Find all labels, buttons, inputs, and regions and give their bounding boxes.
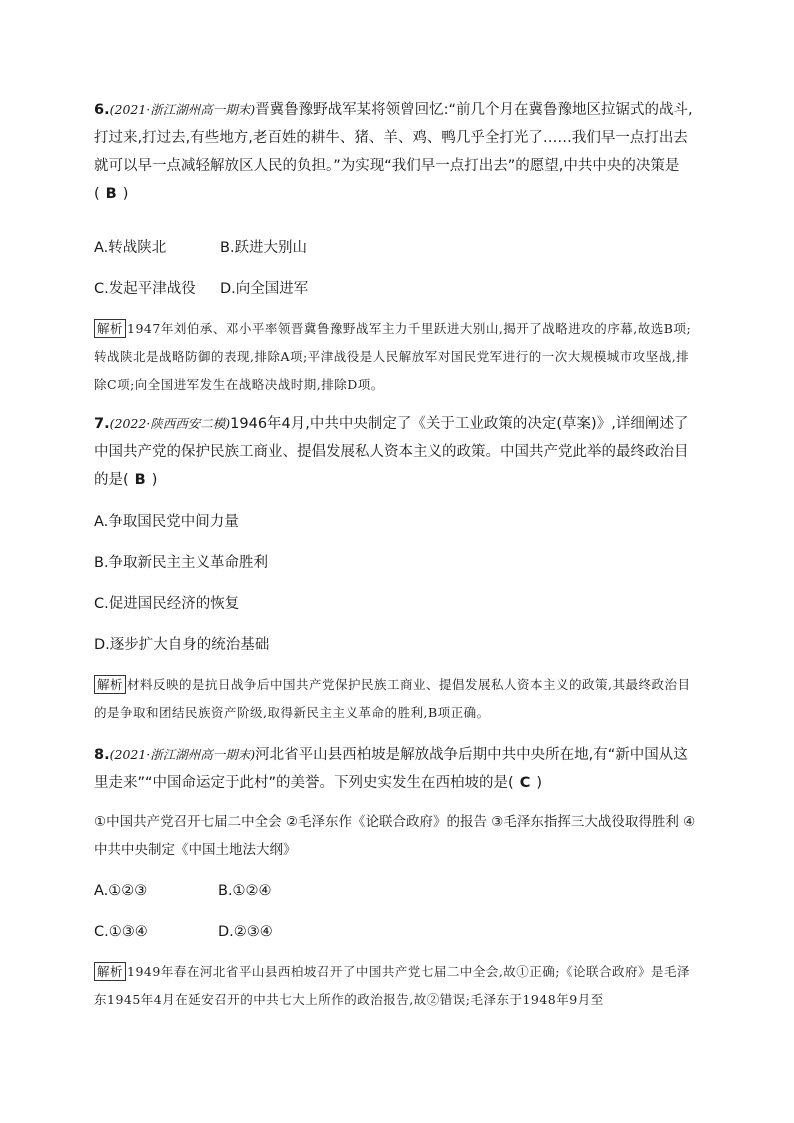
question-source: (2021·浙江湖州高一期末) <box>109 102 256 117</box>
question-7: 7.(2022·陕西西安二模)1946年4月,中共中央制定了《关于工业政策的决定(草案)》,详细阐述了中国共产党的保护民族工商业、提倡发展私人资本主义的政策。中国共产党此举的最终政治目的是( B ) <box>94 416 689 488</box>
question-source: (2021·浙江湖州高一期末) <box>109 747 256 762</box>
option-a: A.①②③ <box>94 883 148 899</box>
option-d: D.向全国进军 <box>220 281 309 297</box>
explanation-tag: 解析 <box>94 319 126 338</box>
option-b: B.争取新民主主义革命胜利 <box>94 555 269 571</box>
answer-letter: B <box>134 472 146 488</box>
option-a: A.转战陕北 <box>94 240 167 256</box>
option-d: D.②③④ <box>218 924 273 940</box>
explanation-6 <box>94 315 698 399</box>
option-a: A.争取国民党中间力量 <box>94 514 239 530</box>
answer-letter: C <box>519 775 531 791</box>
explanation-8 <box>94 958 698 1014</box>
explanation-text: 材料反映的是抗日战争后中国共产党保护民族工商业、提倡发展私人资本主义的政策,其最终政治目的是争取和团结民族资产阶级,取得新民主主义革命的胜利,B项正确。 <box>94 677 691 720</box>
option-c: C.促进国民经济的恢复 <box>94 596 240 612</box>
explanation-text: 1949年春在河北省平山县西柏坡召开了中国共产党七届二中全会,故①正确;《论联合政府》是毛泽东1945年4月在延安召开的中共七大上所作的政治报告,故②错误;毛泽东于1948年9月至 <box>94 964 691 1007</box>
question-text: 1946年4月,中共中央制定了《关于工业政策的决定(草案)》,详细阐述了中国共产党的保护民族工商业、提倡发展私人资本主义的政策。中国共产党此举的最终政治目的是( <box>94 416 689 488</box>
question-8: 8.(2021·浙江湖州高一期末)河北省平山县西柏坡是解放战争后期中共中央所在地,有“新中国从这里走来”“中国命运定于此村”的美誉。下列史实发生在西柏坡的是( C ) <box>94 747 688 791</box>
question-number: 6 <box>94 102 105 118</box>
explanation-tag: 解析 <box>94 962 126 981</box>
option-c: C.发起平津战役 <box>94 281 196 297</box>
option-b: B.①②④ <box>218 883 272 899</box>
question-number: 8 <box>94 747 105 763</box>
question-number: 7 <box>94 416 105 432</box>
question-text: 河北省平山县西柏坡是解放战争后期中共中央所在地,有“新中国从这里走来”“中国命运定于此村”的美誉。下列史实发生在西柏坡的是( <box>94 747 688 791</box>
question-8-items: ①中国共产党召开七届二中全会 ②毛泽东作《论联合政府》的报告 ③毛泽东指挥三大战役取得胜利 ④中共中央制定《中国土地法大纲》 <box>94 814 696 858</box>
option-b: B.跃进大别山 <box>220 240 308 256</box>
explanation-text: 1947年刘伯承、邓小平率领晋冀鲁豫野战军主力千里跃进大别山,揭开了战略进攻的序幕,故选B项;转战陕北是战略防御的表现,排除A项;平津战役是人民解放军对国民党军进行的一次大规模城市攻坚战,排除C项;向全国进军发生在战略决战时期,排除D项。 <box>94 321 692 392</box>
answer-letter: B <box>105 186 117 202</box>
explanation-7 <box>94 671 698 727</box>
question-text: 晋冀鲁豫野战军某将领曾回忆:“前几个月在冀鲁豫地区拉锯式的战斗,打过来,打过去,有些地方,老百姓的耕牛、猪、羊、鸡、鸭几乎全打光了……我们早一点打出去就可以早一点减轻解放区人民的负担。”为实现“我们早一点打出去”的愿望,中共中央的决策是( <box>94 102 693 202</box>
question-6: 6.(2021·浙江湖州高一期末)晋冀鲁豫野战军某将领曾回忆:“前几个月在冀鲁豫地区拉锯式的战斗,打过来,打过去,有些地方,老百姓的耕牛、猪、羊、鸡、鸭几乎全打光了……我们早一点打出去就可以早一点减轻解放区人民的负担。”为实现“我们早一点打出去”的愿望,中共中央的决策是( B ) <box>94 102 693 202</box>
option-d: D.逐步扩大自身的统治基础 <box>94 637 270 653</box>
explanation-tag: 解析 <box>94 675 126 694</box>
question-source: (2022·陕西西安二模) <box>109 416 231 431</box>
option-c: C.①③④ <box>94 924 148 940</box>
